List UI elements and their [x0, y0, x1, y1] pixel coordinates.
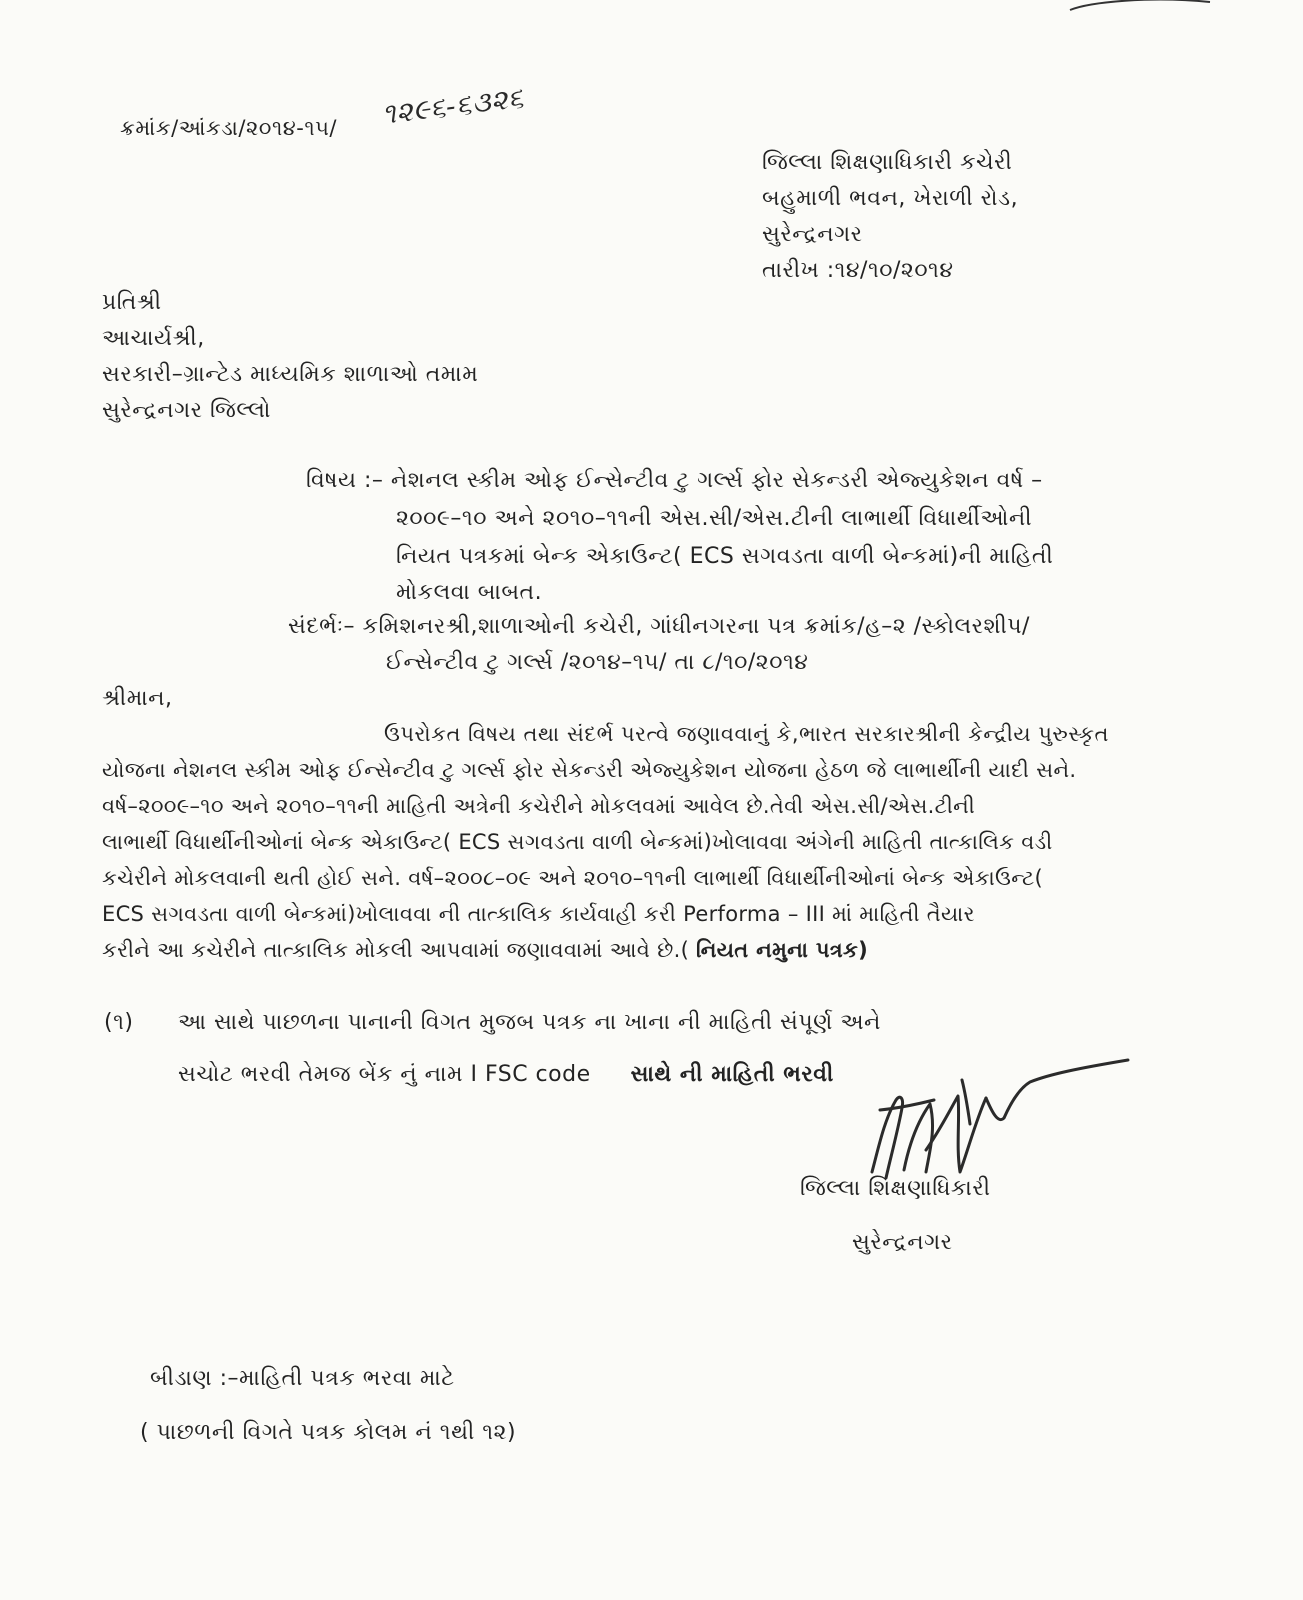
reference-number-handwritten: ૧૨૯૬-૬૩૨૬ — [379, 80, 526, 131]
recipient-district: સુરેન્દ્રનગર જિલ્લો — [102, 398, 271, 423]
subject-line-3: નિયત પત્રકમાં બેન્ક એકાઉન્ટ( ECS સગવડતા વાળી બેન્કમાં)ની માહિતી — [396, 544, 1054, 569]
subject-line-4: મોકલવા બાબત. — [396, 580, 543, 605]
reference-line-2: ઈન્સેન્ટીવ ટુ ગર્લ્સ /૨૦૧૪–૧૫/ તા ૮/૧૦/૨૦૧૪ — [386, 650, 809, 675]
point-1-line-1: આ સાથે પાછળના પાનાની વિગત મુજબ પત્રક ના ખાના ની માહિતી સંપૂર્ણ અને — [178, 1010, 881, 1035]
recipient-prefix: પ્રતિશ્રી — [102, 290, 162, 315]
recipient-title: આચાર્યશ્રી, — [102, 326, 205, 351]
body-line-4: લાભાર્થી વિધાર્થીનીઓનાં બેન્ક એકાઉન્ટ( ECS સગવડતા વાળી બેન્કમાં)ખોલાવવા અંગેની માહિતી તાત્કાલિક વડી — [102, 830, 1053, 854]
signatory-title: જિલ્લા શિક્ષણાધિકારી — [800, 1176, 991, 1201]
point-1-number: (૧) — [104, 1010, 134, 1035]
body-line-2: યોજના નેશનલ સ્કીમ ઓફ ઈન્સેન્ટીવ ટુ ગર્લ્સ ફોર સેકન્ડરી એજ્યુકેશન યોજના હેઠળ જે લાભાર્થીની યાદી સને. — [102, 758, 1077, 782]
subject-line-1: વિષય :– નેશનલ સ્કીમ ઓફ ઈન્સેન્ટીવ ટુ ગર્લ્સ ફોર સેકન્ડરી એજ્યુકેશન વર્ષ – — [306, 468, 1043, 493]
subject-line-2: ૨૦૦૯–૧૦ અને ૨૦૧૦–૧૧ની એસ.સી/એસ.ટીની લાભાર્થી વિધાર્થીઓની — [396, 506, 1033, 531]
letter-date: તારીખ :૧૪/૧૦/૨૦૧૪ — [762, 258, 954, 283]
body-line-6: ECS સગવડતા વાળી બેન્કમાં)ખોલાવવા ની તાત્કાલિક કાર્યવાહી કરી Performa – III માં માહિતી તૈયાર — [102, 902, 975, 926]
sender-building: બહુમાળી ભવન, ખેરાળી રોડ, — [762, 186, 1019, 211]
reference-number-printed: ક્રમાંક/આંકડા/૨૦૧૪-૧૫/ — [120, 116, 338, 140]
enclosure-line-2: ( પાછળની વિગતે પત્રક કોલમ નં ૧થી ૧૨) — [140, 1420, 517, 1445]
body-line-3: વર્ષ–૨૦૦૯–૧૦ અને ૨૦૧૦–૧૧ની માહિતી અત્રેની કચેરીને મોકલવમાં આવેલ છે.તેવી એસ.સી/એસ.ટીની — [102, 794, 976, 818]
enclosure-line-1: બીડાણ :–માહિતી પત્રક ભરવા માટે — [150, 1366, 455, 1391]
body-line-5: કચેરીને મોકલવાની થતી હોઈ સને. વર્ષ–૨૦૦૮–૦૯ અને ૨૦૧૦–૧૧ની લાભાર્થી વિધાર્થીનીઓનાં બેન્ક એકાઉન્ટ( — [102, 866, 1044, 890]
sender-city: સુરેન્દ્રનગર — [762, 222, 863, 247]
reference-line-1: સંદર્ભઃ– કમિશનરશ્રી,શાળાઓની કચેરી, ગાંધીનગરના પત્ર ક્રમાંક/હ–૨ /સ્કોલરશીપ/ — [288, 614, 1030, 639]
point-1-fill-note: સાથે ની માહિતી ભરવી — [630, 1062, 834, 1087]
body-line-1: ઉપરોકત વિષય તથા સંદર્ભ પરત્વે જણાવવાનું કે,ભારત સરકારશ્રીની કેન્દ્રીય પુરુસ્કૃત — [384, 722, 1109, 746]
signatory-place: સુરેન્દ્રનગર — [852, 1230, 953, 1255]
salutation: શ્રીમાન, — [102, 686, 173, 711]
sender-office: જિલ્લા શિક્ષણાધિકારી કચેરી — [762, 150, 1013, 175]
body-line-7-text: કરીને આ કચેરીને તાત્કાલિક મોકલી આપવામાં જણાવવામાં આવે છે.( — [102, 938, 697, 962]
prescribed-form-note: નિયત નમુના પત્રક) — [696, 938, 869, 962]
recipient-schools: સરકારી–ગ્રાન્ટેડ માધ્યમિક શાળાઓ તમામ — [102, 362, 479, 387]
point-1-line-2-text: સચોટ ભરવી તેમજ બેંક નું નામ I FSC code — [178, 1062, 591, 1087]
